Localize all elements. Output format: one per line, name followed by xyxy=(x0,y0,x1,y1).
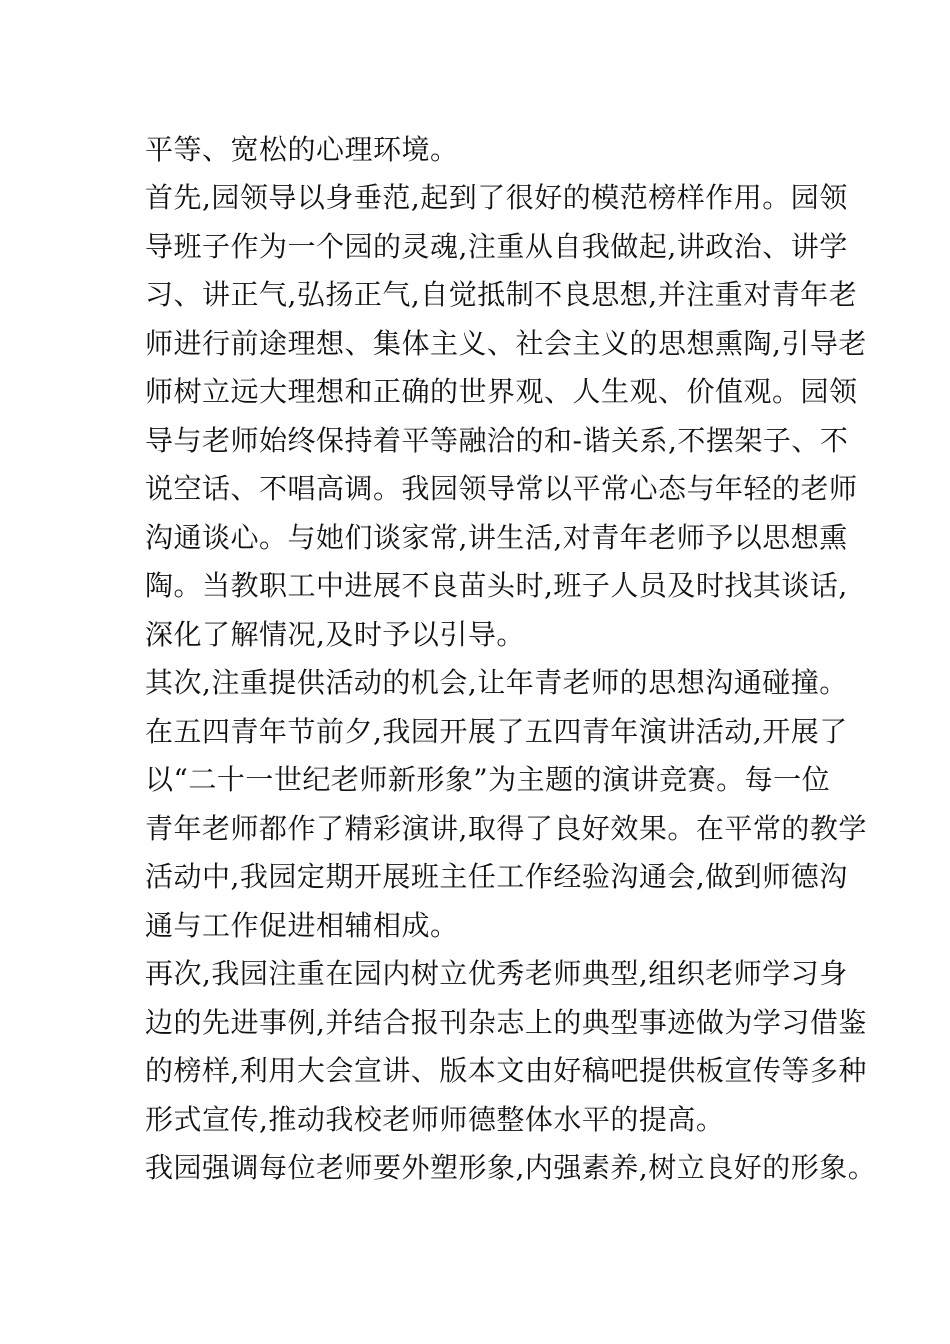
text-line: 沟通谈心。与她们谈家常,讲生活,对青年老师予以思想熏 xyxy=(145,521,848,554)
text-line: 导班子作为一个园的灵魂,注重从自我做起,讲政治、讲学 xyxy=(145,230,848,263)
text-line: 青年老师都作了精彩演讲,取得了良好效果。在平常的教学 xyxy=(145,812,867,845)
text-line: 形式宣传,推动我校老师师德整体水平的提高。 xyxy=(145,1103,725,1136)
text-line: 再次,我园注重在园内树立优秀老师典型,组织老师学习身 xyxy=(145,957,848,990)
text-line: 陶。当教职工中进展不良苗头时,班子人员及时找其谈话, xyxy=(145,569,848,602)
text-line: 我园强调每位老师要外塑形象,内强素养,树立良好的形象。 xyxy=(145,1151,877,1184)
text-line: 边的先进事例,并结合报刊杂志上的典型事迹做为学习借鉴 xyxy=(145,1006,867,1039)
text-line: 以“二十一世纪老师新形象”为主题的演讲竞赛。每一位 xyxy=(145,763,831,796)
text-line: 通与工作促进相辅相成。 xyxy=(145,909,459,942)
text-line: 首先,园领导以身垂范,起到了很好的模范榜样作用。园领 xyxy=(145,181,848,214)
text-line: 其次,注重提供活动的机会,让年青老师的思想沟通碰撞。 xyxy=(145,666,848,699)
text-line: 在五四青年节前夕,我园开展了五四青年演讲活动,开展了 xyxy=(145,715,848,748)
text-line: 师进行前途理想、集体主义、社会主义的思想熏陶,引导老 xyxy=(145,327,867,360)
text-line: 的榜样,利用大会宣讲、版本文由好稿吧提供板宣传等多种 xyxy=(145,1054,867,1087)
text-line: 活动中,我园定期开展班主任工作经验沟通会,做到师德沟 xyxy=(145,860,848,893)
text-line: 习、讲正气,弘扬正气,自觉抵制不良思想,并注重对青年老 xyxy=(145,278,858,311)
text-line: 导与老师始终保持着平等融洽的和-谐关系,不摆架子、不 xyxy=(145,424,849,457)
text-line: 说空话、不唱高调。我园领导常以平常心态与年轻的老师 xyxy=(145,472,858,505)
text-line: 师树立远大理想和正确的世界观、人生观、价值观。园领 xyxy=(145,375,858,408)
text-line: 深化了解情况,及时予以引导。 xyxy=(145,618,525,651)
text-line: 平等、宽松的心理环境。 xyxy=(145,133,459,166)
